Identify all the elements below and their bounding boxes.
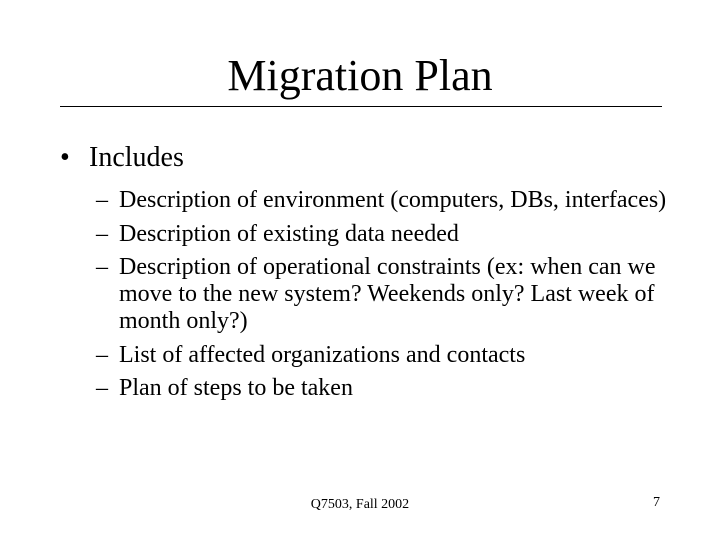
dash-marker: –	[96, 187, 108, 213]
sub-bullet-list	[96, 187, 676, 409]
sub-bullet-text: Description of existing data needed	[119, 220, 459, 247]
bullet-item	[60, 140, 184, 176]
dash-marker: –	[96, 375, 108, 401]
footer-course: Q7503, Fall 2002	[310, 497, 410, 512]
bullet-text: Includes	[89, 142, 184, 173]
dash-marker: –	[96, 254, 108, 280]
sub-bullet-existing-data	[96, 221, 676, 248]
sub-bullet-constraints	[96, 254, 676, 335]
sub-bullet-text: Description of environment (computers, DBs, interfaces)	[119, 187, 667, 213]
sub-bullet-environment	[96, 187, 676, 214]
sub-bullet-organizations	[96, 342, 676, 369]
dash-marker: –	[96, 220, 108, 247]
sub-bullet-text: List of affected organizations and contacts	[119, 341, 526, 368]
sub-bullet-steps	[96, 375, 676, 402]
dash-marker: –	[96, 341, 108, 368]
sub-bullet-text: Plan of steps to be taken	[119, 375, 353, 401]
slide-title: Migration Plan	[227, 51, 493, 100]
sub-bullet-text: Description of operational constraints (ex: when can we move to the new system? Weekends only? Last week of month only?)	[119, 254, 656, 334]
bullet-marker: •	[60, 142, 70, 173]
title-underline	[60, 106, 662, 107]
page-number: 7	[653, 495, 660, 510]
